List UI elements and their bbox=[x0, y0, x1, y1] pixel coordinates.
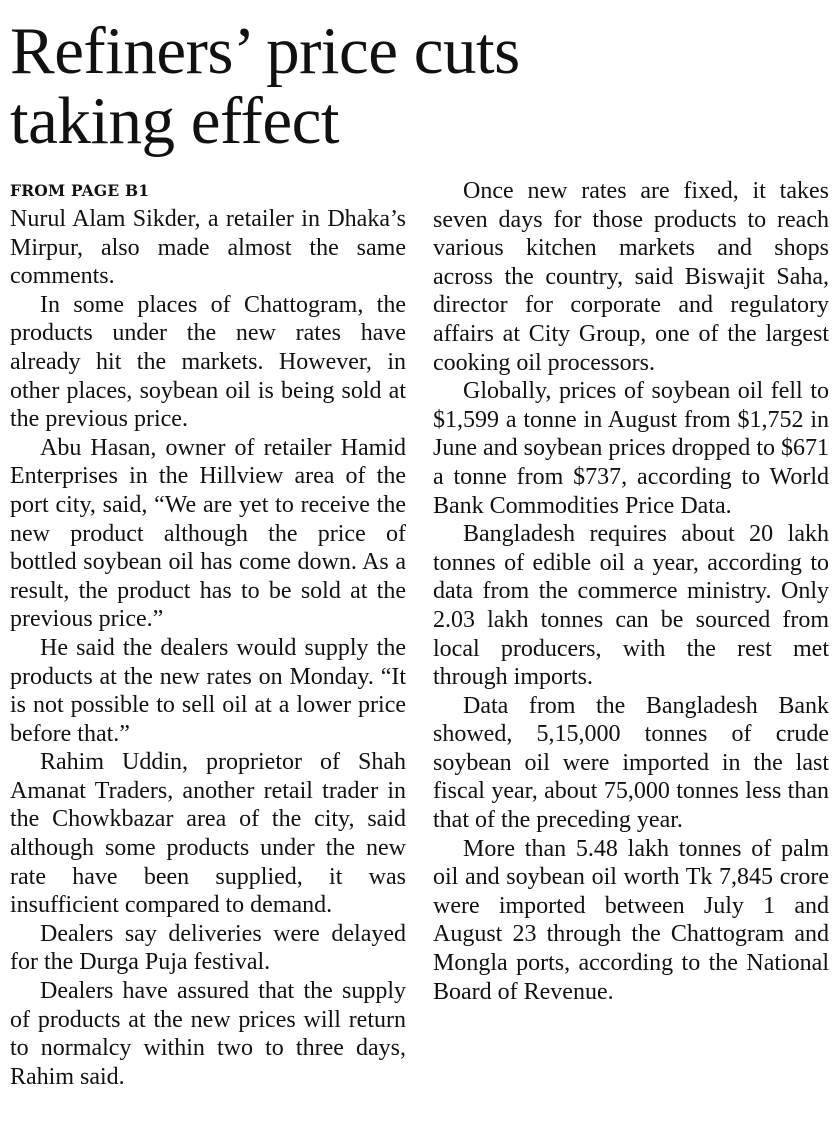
paragraph: Globally, prices of soybean oil fell to $1,599 a tonne in August from $1,752 in June and soybean prices dropped to $671 a tonne from $737, according to World Bank Commodities Price Data. bbox=[433, 378, 829, 519]
paragraph: He said the dealers would supply the products at the new rates on Monday. “It is not possible to sell oil at a lower price before that.” bbox=[10, 634, 406, 747]
kicker: FROM PAGE B1 bbox=[10, 181, 150, 200]
headline-line-2: taking effect bbox=[10, 84, 339, 158]
paragraph: Data from the Bangladesh Bank showed, 5,15,000 tonnes of crude soybean oil were imported in the last fiscal year, about 75,000 tonnes less than that of the preceding year. bbox=[433, 692, 829, 834]
paragraph: Dealers say deliveries were delayed for the Durga Puja festival. bbox=[10, 920, 406, 976]
headline bbox=[10, 16, 830, 156]
article-column-left bbox=[10, 177, 406, 1091]
paragraph: More than 5.48 lakh tonnes of palm oil and soybean oil worth Tk 7,845 crore were imported between July 1 and August 23 through the Chattogram and Mongla ports, according to the National Board of Revenue. bbox=[433, 835, 829, 1005]
paragraph: Bangladesh requires about 20 lakh tonnes of edible oil a year, according to data from the commerce ministry. Only 2.03 lakh tonnes can be sourced from local producers, with the rest met through imports. bbox=[433, 521, 829, 691]
paragraph: Abu Hasan, owner of retailer Hamid Enterprises in the Hillview area of the port city, said, “We are yet to receive the new product although the price of bottled soybean oil has come down. As a result, the product has to be sold at the previous price.” bbox=[10, 434, 406, 633]
article-column-right bbox=[433, 177, 829, 1006]
paragraph: In some places of Chattogram, the products under the new rates have already hit the markets. However, in other places, soybean oil is being sold at the previous price. bbox=[10, 291, 406, 433]
paragraph: Dealers have assured that the supply of products at the new prices will return to normalcy within two to three days, Rahim said. bbox=[10, 978, 406, 1090]
paragraph: Nurul Alam Sikder, a retailer in Dhaka’s Mirpur, also made almost the same comments. bbox=[10, 206, 406, 290]
headline-line-1: Refiners’ price cuts bbox=[10, 14, 520, 88]
paragraph: Rahim Uddin, proprietor of Shah Amanat Traders, another retail trader in the Chowkbazar area of the city, said although some products under the new rate have been supplied, it was insufficient compared to demand. bbox=[10, 749, 406, 919]
paragraph: Once new rates are fixed, it takes seven days for those products to reach various kitchen markets and shops across the country, said Biswajit Saha, director for corporate and regulatory affairs at City Group, one of the largest cooking oil processors. bbox=[433, 178, 829, 376]
